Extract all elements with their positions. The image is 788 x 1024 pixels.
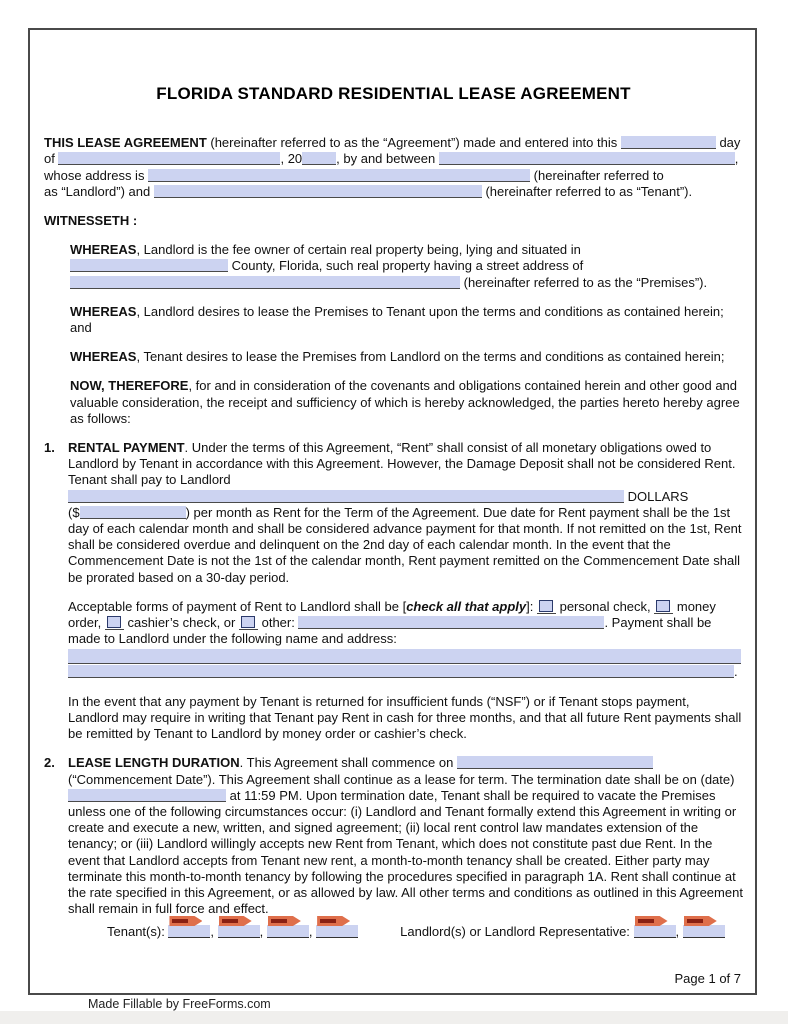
initials-field[interactable] (168, 925, 210, 938)
whereas-clause-3 (70, 349, 743, 365)
page-title: FLORIDA STANDARD RESIDENTIAL LEASE AGREEMENT (156, 84, 631, 103)
checkbox-field[interactable] (656, 600, 670, 612)
whereas-clause-1 (70, 242, 743, 291)
text-run: . This Agreement shall commence on (239, 755, 457, 771)
bold-text-run: RENTAL PAYMENT (68, 440, 185, 456)
text-run: In the event that any payment by Tenant is returned for insufficient funds (“NSF”) or if Tenant stops payment, Landlord may require in writing that Tenant pay Rent in cash for three months, and that all future Rent payments shall be remitted by Tenant to Landlord by money order or cashier’s check. (68, 693, 742, 742)
fillable-field[interactable] (302, 152, 336, 165)
sign-here-tag-icon (268, 916, 301, 926)
initials-field[interactable] (218, 925, 260, 938)
bold-text-run: LEASE LENGTH DURATION (68, 755, 240, 771)
text-run: . Payment shall be made to Landlord under the following name and address: (68, 615, 712, 647)
section-number: 2. (44, 755, 55, 771)
text-run: ) per month as Rent for the Term of the Agreement. Due date for Rent payment shall be the 1st day of each calendar month and shall be considered advance payment for that month. If not remitted on the 1st, Rent shall be considered overdue and delinquent on the 2nd day of each calendar month. In the event that the Commencement Date is not the 1st of the calendar month, Rent payment remitted on the Commencement Date shall be prorated based on a 30-day period. (68, 504, 742, 585)
text-run: (hereinafter referred to as the “Premises”). (460, 274, 708, 290)
text-run: , (308, 924, 317, 939)
text-run: . Under the terms of this Agreement, “Rent” shall consist of all monetary obligations owed to Landlord by Tenant in accordance with this Agreement. However, the Damage Deposit shall not be considered Rent. Tenant shall pay to Landlord (68, 440, 736, 488)
fillable-field[interactable] (621, 136, 716, 149)
text-run: , Landlord is the fee owner of certain real property being, lying and situated in (136, 242, 581, 258)
form-page-border (28, 28, 757, 995)
fillable-field[interactable] (70, 276, 460, 289)
text-run: , (210, 924, 218, 939)
text-run: , Landlord desires to lease the Premises to Tenant upon the terms and conditions as contained herein; and (70, 303, 724, 336)
text-run: (hereinafter referred to (530, 167, 664, 183)
text-run: , (734, 151, 739, 167)
checkbox-field[interactable] (107, 616, 121, 628)
fillable-field[interactable] (58, 152, 280, 165)
form-content (32, 30, 757, 917)
bold-italic-text-run: check all that apply (406, 598, 527, 614)
rental-payment-paragraph (68, 440, 743, 586)
witnesseth-heading: WITNESSETH : (44, 213, 138, 229)
text-run: , for and in consideration of the covenants and obligations contained herein and other good and valuable consideration, the receipt and sufficiency of which is hereby acknowledged, the parties hereto hereby agree as follows: (70, 378, 740, 426)
fillable-field[interactable] (68, 490, 624, 503)
text-run: whose address is (44, 167, 149, 183)
fillable-field[interactable] (80, 506, 186, 519)
text-run: Landlord(s) or Landlord Representative: (400, 924, 634, 939)
text-run: ]: (526, 598, 537, 614)
text-run: , by and between (336, 151, 439, 167)
fillable-field[interactable] (154, 185, 482, 198)
text-run: , 20 (280, 151, 303, 167)
bold-text-run: WHEREAS (70, 242, 137, 258)
text-run: Acceptable forms of payment of Rent to Landlord shall be [ (68, 598, 407, 614)
checkbox-underline (239, 616, 258, 630)
section-lease-length (44, 755, 743, 917)
whereas-clause-2 (70, 304, 743, 336)
page-number: Page 1 of 7 (674, 971, 741, 986)
fillable-field[interactable] (457, 756, 653, 769)
fillable-field[interactable] (70, 259, 228, 272)
intro-paragraph (44, 135, 743, 200)
text-run: (hereinafter referred to as the “Agreement”) made and entered into this (206, 135, 621, 151)
initials-field[interactable] (683, 925, 725, 938)
bold-text-run: WHEREAS (70, 303, 137, 319)
fillable-field[interactable] (68, 665, 734, 678)
section-number: 1. (44, 440, 55, 456)
tenant-initials-group (107, 924, 358, 939)
fillable-field[interactable] (68, 649, 741, 664)
text-run: cashier’s check, or (123, 615, 239, 631)
lease-length-paragraph (68, 755, 743, 917)
text-run: personal check, (555, 598, 655, 614)
section-rental-payment (44, 440, 743, 742)
text-run: ($ (68, 504, 80, 520)
text-run: as “Landlord”) and (44, 183, 154, 199)
text-run: day (715, 135, 741, 151)
initials-row (44, 924, 743, 939)
now-therefore-paragraph (70, 378, 743, 427)
fillable-field[interactable] (439, 152, 735, 165)
footer-credit: Made Fillable by FreeForms.com (88, 997, 271, 1011)
text-run: , (259, 924, 267, 939)
text-run: . (734, 664, 738, 680)
viewer-background (0, 1011, 788, 1024)
text-run: County, Florida, such real property having a street address of (228, 258, 584, 274)
sign-here-tag-icon (317, 916, 350, 926)
bold-text-run: NOW, THEREFORE (70, 378, 189, 394)
text-run: of (44, 151, 59, 167)
checkbox-field[interactable] (539, 600, 553, 612)
fillable-field[interactable] (68, 789, 226, 802)
bold-text-run: THIS LEASE AGREEMENT (44, 135, 207, 151)
landlord-initials-group (400, 924, 725, 939)
sign-here-tag-icon (684, 916, 717, 926)
bold-text-run: WHEREAS (70, 349, 137, 365)
sign-here-tag-icon (219, 916, 252, 926)
checkbox-field[interactable] (241, 616, 255, 628)
text-run: DOLLARS (624, 488, 689, 504)
initials-field[interactable] (316, 925, 358, 938)
text-run: Tenant(s): (107, 924, 169, 939)
initials-field[interactable] (267, 925, 309, 938)
checkbox-underline (537, 600, 556, 614)
checkbox-underline (105, 616, 124, 630)
sign-here-tag-icon (635, 916, 668, 926)
initials-field[interactable] (634, 925, 676, 938)
text-run: , Tenant desires to lease the Premises from Landlord on the terms and conditions as contained herein; (136, 349, 725, 365)
text-run: other: (257, 615, 299, 631)
checkbox-underline (654, 600, 673, 614)
text-run: , (675, 924, 683, 939)
text-run: money order, (68, 598, 716, 631)
text-run: at 11:59 PM. Upon termination date, Tenant shall be required to vacate the Premises unless one of the following circumstances occur: (i) Landlord and Tenant formally extend this Agreement in writing or create and execute a new, written, and signed agreement; (ii) local rent control law mandates extension of the tenancy; or (iii) Landlord willingly accepts new Rent from Tenant, which does not constitute past due Rent. In the event that Landlord accepts from Tenant new rent, a month-to-month tenancy shall be created. Either party may terminate this month-to-month tenancy by following the procedures specified in paragraph 1A. Rent shall continue at the rate specified in this Agreement, or as allowed by law. All other terms and conditions as outlined in this Agreement shall remain in full force and effect. (68, 787, 743, 917)
fillable-field[interactable] (148, 169, 530, 182)
sign-here-tag-icon (169, 916, 202, 926)
payment-forms-paragraph (68, 599, 743, 681)
fillable-field[interactable] (298, 616, 604, 629)
text-run: (“Commencement Date”). This Agreement shall continue as a lease for term. The termination date shall be on (date) (68, 771, 735, 787)
text-run: (hereinafter referred to as “Tenant”). (481, 183, 693, 199)
nsf-paragraph (68, 694, 743, 743)
